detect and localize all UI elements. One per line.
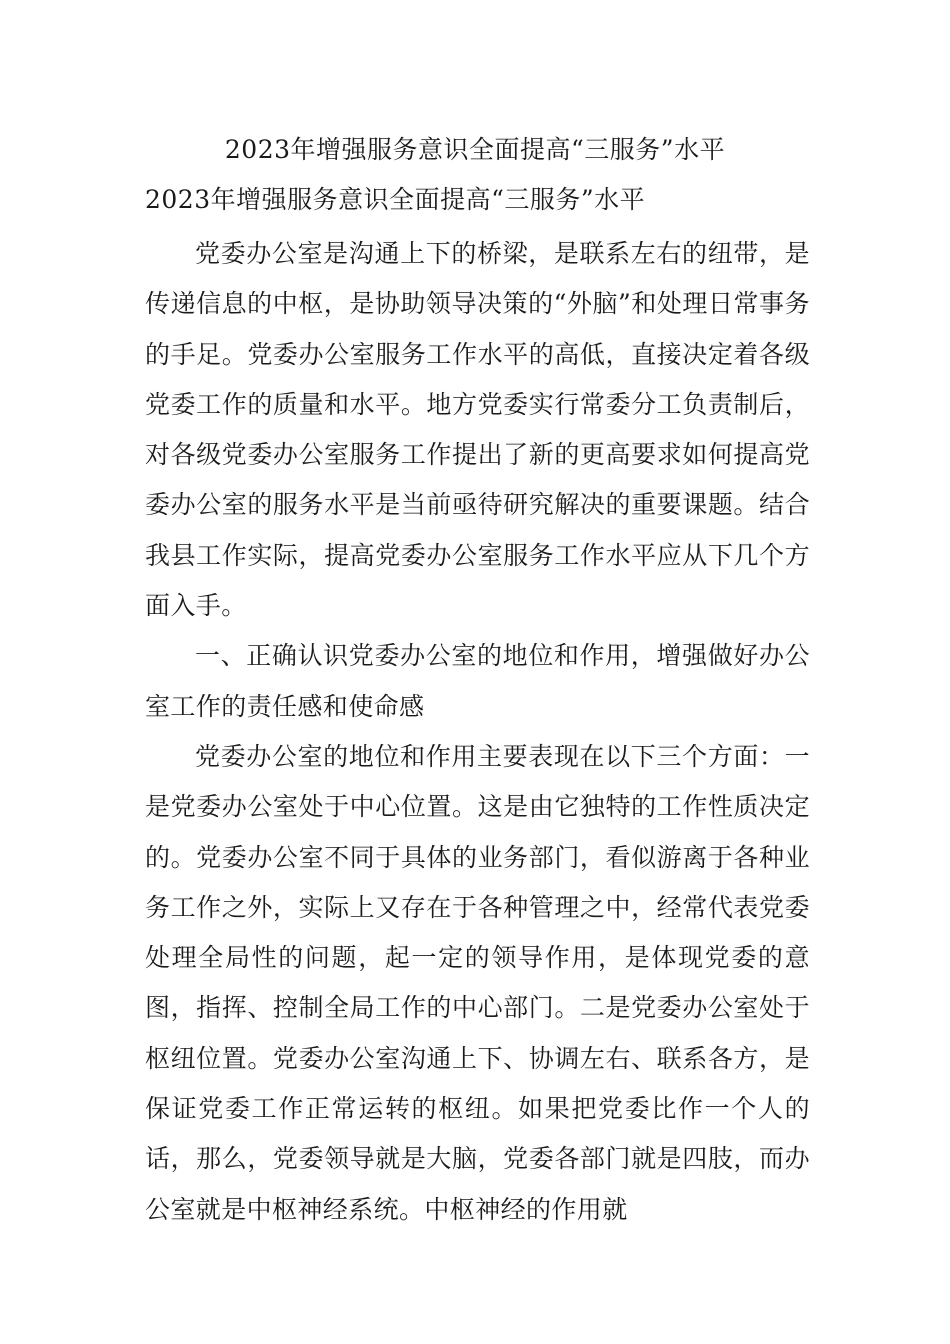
section-heading-one: 一、正确认识党委办公室的地位和作用，增强做好办公室工作的责任感和使命感 [145, 641, 810, 721]
paragraph-intro: 党委办公室是沟通上下的桥梁，是联系左右的纽带，是传递信息的中枢，是协助领导决策的“外脑”和处理日常事务的手足。党委办公室服务工作水平的高低，直接决定着各级党委工作的质量和水平。地方党委实行常委分工负责制后，对各级党委办公室服务工作提出了新的更高要求如何提高党委办公室的服务水平是当前亟待研究解决的重要课题。结合我县工作实际，提高党委办公室服务工作水平应从下几个方面入手。 [145, 239, 810, 621]
document-body [145, 229, 810, 1235]
document-subtitle: 2023年增强服务意识全面提高“三服务”水平 [145, 185, 646, 214]
paragraph-position-role: 党委办公室的地位和作用主要表现在以下三个方面：一是党委办公室处于中心位置。这是由它独特的工作性质决定的。党委办公室不同于具体的业务部门，看似游离于各种业务工作之外，实际上又存在于各种管理之中，经常代表党委处理全局性的问题，起一定的领导作用，是体现党委的意图，指挥、控制全局工作的中心部门。二是党委办公室处于枢纽位置。党委办公室沟通上下、协调左右、联系各方，是保证党委工作正常运转的枢纽。如果把党委比作一个人的话，那么，党委领导就是大脑，党委各部门就是四肢，而办公室就是中枢神经系统。中枢神经的作用就 [145, 741, 810, 1224]
document-title: 2023年增强服务意识全面提高“三服务”水平 [224, 135, 726, 164]
